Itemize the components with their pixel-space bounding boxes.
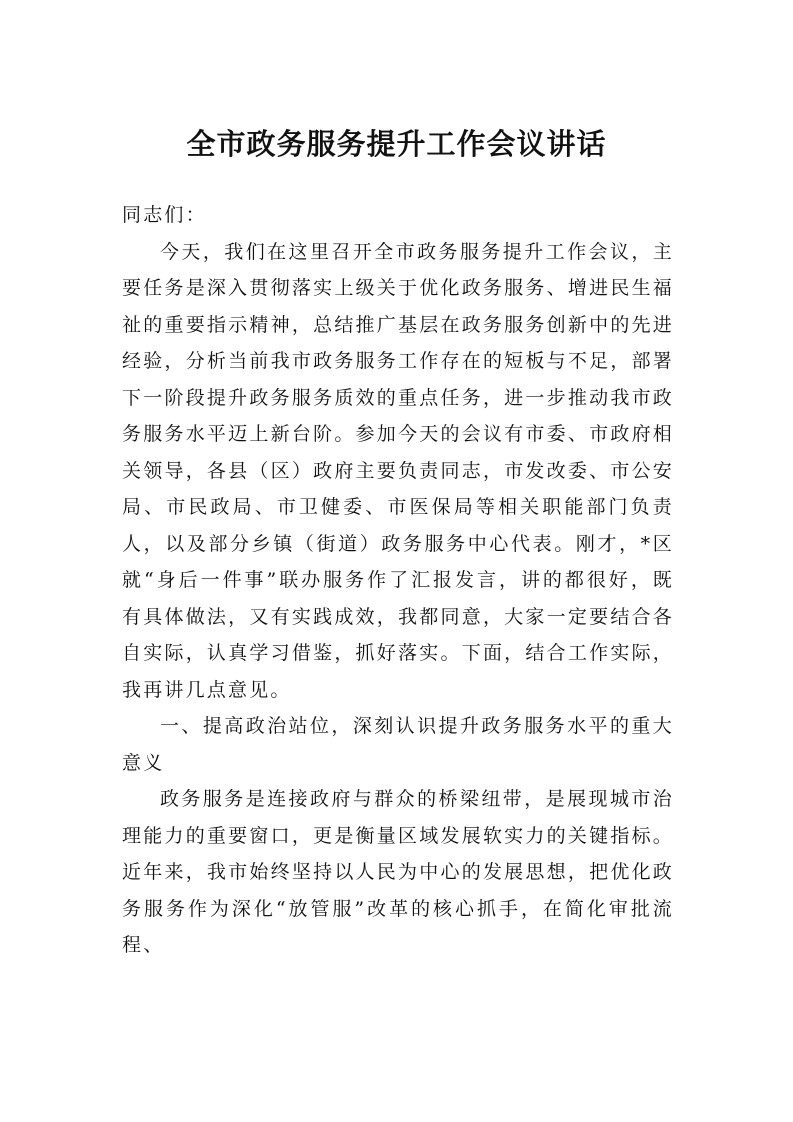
document-body (122, 197, 674, 964)
paragraph-opening: 今天，我们在这里召开全市政务服务提升工作会议，主要任务是深入贯彻落实上级关于优化政务服务、增进民生福祉的重要指示精神，总结推广基层在政务服务创新中的先进经验，分析当前我市政务服务工作存在的短板与不足，部署下一阶段提升政务服务质效的重点任务，进一步推动我市政务服务水平迈上新台阶。参加今天的会议有市委、市政府相关领导，各县（区）政府主要负责同志，市发改委、市公安局、市民政局、市卫健委、市医保局等相关职能部门负责人，以及部分乡镇（街道）政务服务中心代表。刚才，*区就“身后一件事”联办服务作了汇报发言，讲的都很好，既有具体做法，又有实践成效，我都同意，大家一定要结合各自实际，认真学习借鉴，抓好落实。下面，结合工作实际，我再讲几点意见。 (122, 240, 674, 701)
paragraph-section-1: 政务服务是连接政府与群众的桥梁纽带，是展现城市治理能力的重要窗口，更是衡量区域发展软实力的关键指标。近年来，我市始终坚持以人民为中心的发展思想，把优化政务服务作为深化“放管服”改革的核心抓手，在简化审批流程、 (122, 788, 674, 956)
document-title: 全市政务服务提升工作会议讲话 (186, 127, 607, 161)
section-heading-1: 一、提高政治站位，深刻认识提升政务服务水平的重大意义 (122, 715, 674, 774)
salutation: 同志们： (122, 204, 207, 226)
